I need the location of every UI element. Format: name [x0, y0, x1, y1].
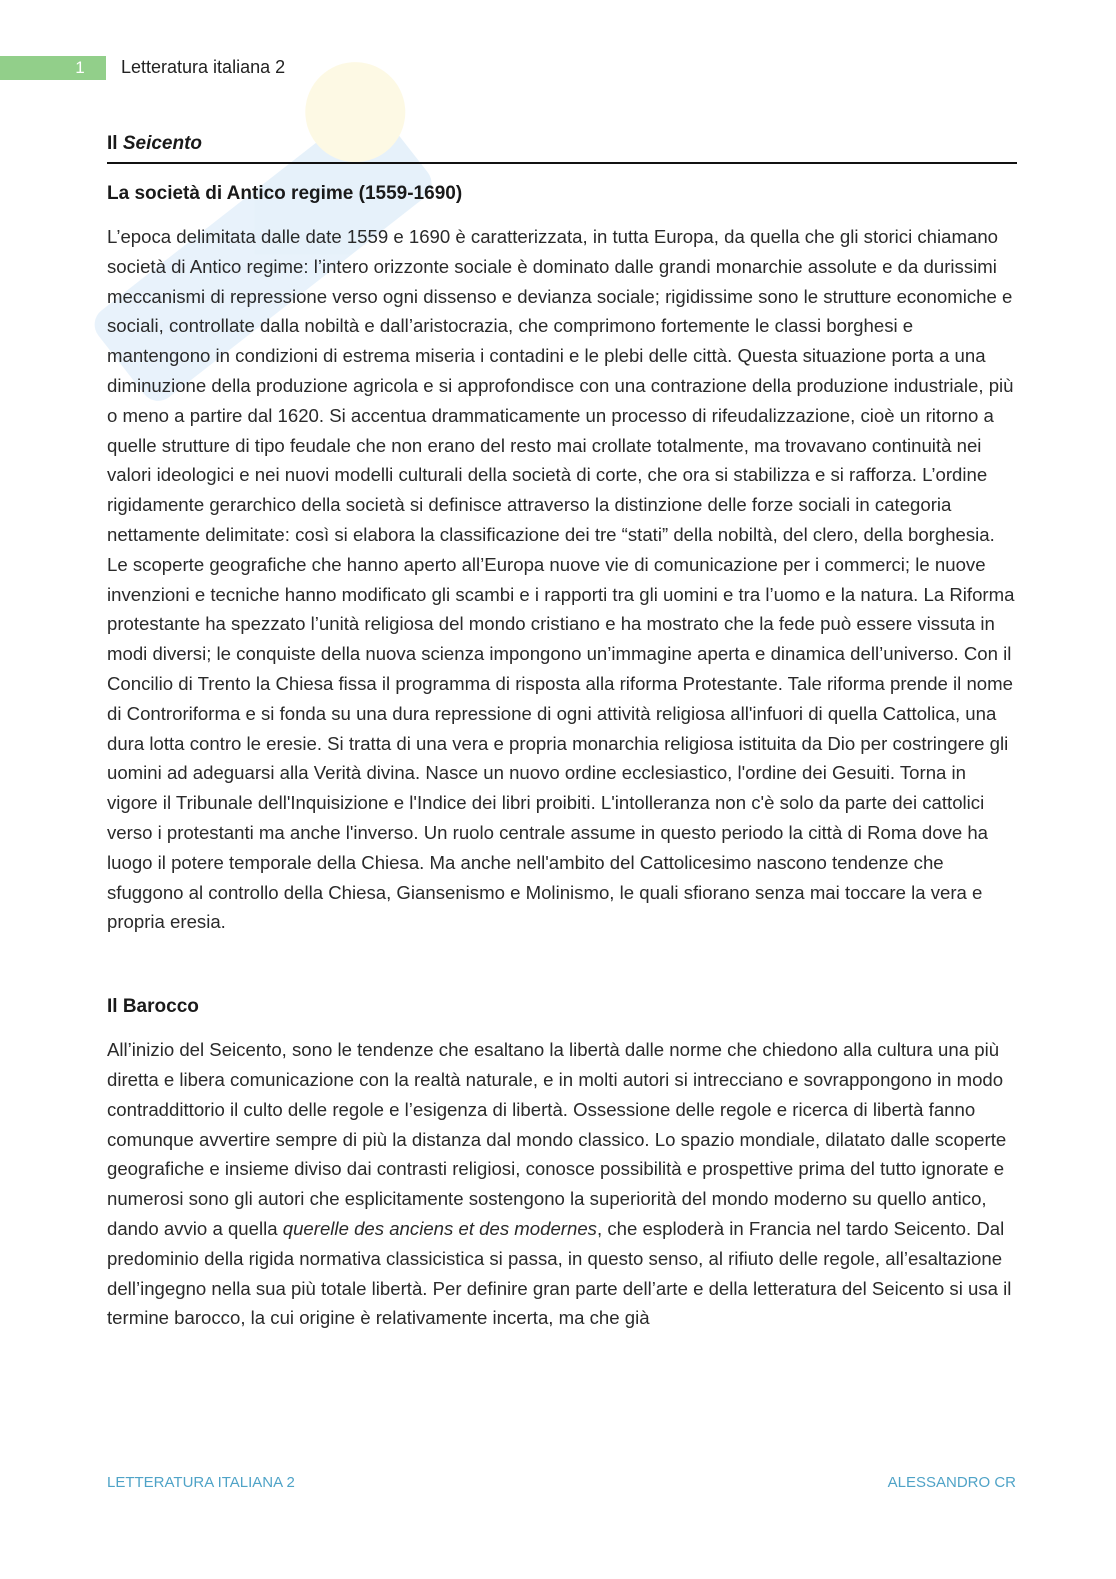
paragraph-antico-regime: L’epoca delimitata dalle date 1559 e 1690 è caratterizzata, in tutta Europa, da quella che gli storici chiamano società di Antico regime: l’intero orizzonte sociale è dominato dalle grandi monarchie assolute e da durissimi meccanismi di repressione verso ogni dissenso e devianza sociale; rigidissime sono le strutture economiche e sociali, controllate dalla nobiltà e dall’aristocrazia, che comprimono fortemente le classi borghesi e mantengono in condizioni di estrema miseria i contadini e le plebi delle città. Questa situazione porta a una diminuzione della produzione agricola e si approfondisce con una contrazione della produzione industriale, più o meno a partire dal 1620. Si accentua drammaticamente un processo di rifeudalizzazione, cioè un ritorno a quelle strutture di tipo feudale che non erano del resto mai crollate totalmente, ma trovavano continuità nei valori ideologici e nei nuovi modelli culturali della società di corte, che ora si stabilizza e si rafforza. L’ordine rigidamente gerarchico della società si definisce attraverso la distinzione delle forze sociali in categoria nettamente delimitate: così si elabora la classificazione dei tre “stati” della nobiltà, del clero, della borghesia. Le scoperte geografiche che hanno aperto all’Europa nuove vie di comunicazione per i commerci; le nuove invenzioni e tecniche hanno modificato gli scambi e i rapporti tra gli uomini e tra l’uomo e la natura. La Riforma protestante ha spezzato l’unità religiosa del mondo cristiano e ha mostrato che la fede può essere vissuta in modi diversi; le conquiste della nuova scienza impongono un’immagine aperta e dinamica dell’universo. Con il Concilio di Trento la Chiesa fissa il programma di risposta alla riforma Protestante. Tale riforma prende il nome di Controriforma e si fonda su una dura repressione di ogni attività religiosa all'infuori di quella Cattolica, una dura lotta contro le eresie. Si tratta di una vera e propria monarchia religiosa istituita da Dio per costringere gli uomini ad adeguarsi alla Verità divina. Nasce un nuovo ordine ecclesiastico, l'ordine dei Gesuiti. Torna in vigore il Tribunale dell'Inquisizione e l'Indice dei libri proibiti. L'intolleranza non c'è solo da parte dei cattolici verso i protestanti ma anche l'inverso. Un ruolo centrale assume in questo periodo la città di Roma dove ha luogo il potere temporale della Chiesa. Ma anche nell'ambito del Cattolicesimo nascono tendenze che sfuggono al controllo della Chiesa, Giansenismo e Molinismo, le quali sfiorano senza mai toccare la vera e propria eresia.	[107, 226, 1015, 933]
footer-author: ALESSANDRO CR	[887, 1474, 1016, 1491]
footer-course-title: LETTERATURA ITALIANA 2	[107, 1474, 295, 1491]
paragraph-barocco-part2: , che esploderà in Francia nel tardo Seicento. Dal predominio della rigida normativa classicistica si passa, in questo senso, al rifiuto delle regole, all’esaltazione dell’ingegno nella sua più totale libertà. Per definire gran parte dell’arte e della letteratura del Seicento si usa il termine barocco, la cui origine è relativamente incerta, ma che già	[107, 1217, 1012, 1329]
paragraph-barocco-part1: All’inizio del Seicento, sono le tendenze che esaltano la libertà dalle norme che chiedono alla cultura una più diretta e libera comunicazione con la realtà naturale, e in molti autori si intrecciano e sovrappongono in modo contraddittorio il culto delle regole e l’esigenza di libertà. Ossessione delle regole e ricerca di libertà fanno comunque avvertire sempre di più la distanza dal mondo classico. Lo spazio mondiale, dilatato dalle scoperte geografiche e insieme diviso dai contrasti religiosi, conosce possibilità e prospettive prima del tutto ignorate e numerosi sono gli autori che esplicitamente sostengono la superiorità del mondo moderno su quello antico, dando avvio a quella	[107, 1039, 1007, 1239]
page-number: 1	[75, 58, 85, 77]
running-header-title: Letteratura italiana 2	[121, 57, 286, 77]
paragraph-barocco-italic-phrase: querelle des anciens et des modernes	[282, 1217, 597, 1239]
section-title-antico-regime: La società di Antico regime (1559-1690)	[107, 183, 463, 204]
chapter-title-prefix: Il	[107, 133, 123, 154]
document-body	[107, 132, 1017, 1333]
section-title-barocco: Il Barocco	[107, 996, 199, 1018]
chapter-title-italic: Seicento	[122, 133, 203, 154]
chapter-title	[107, 132, 1017, 164]
paragraph-barocco	[107, 1035, 1017, 1333]
